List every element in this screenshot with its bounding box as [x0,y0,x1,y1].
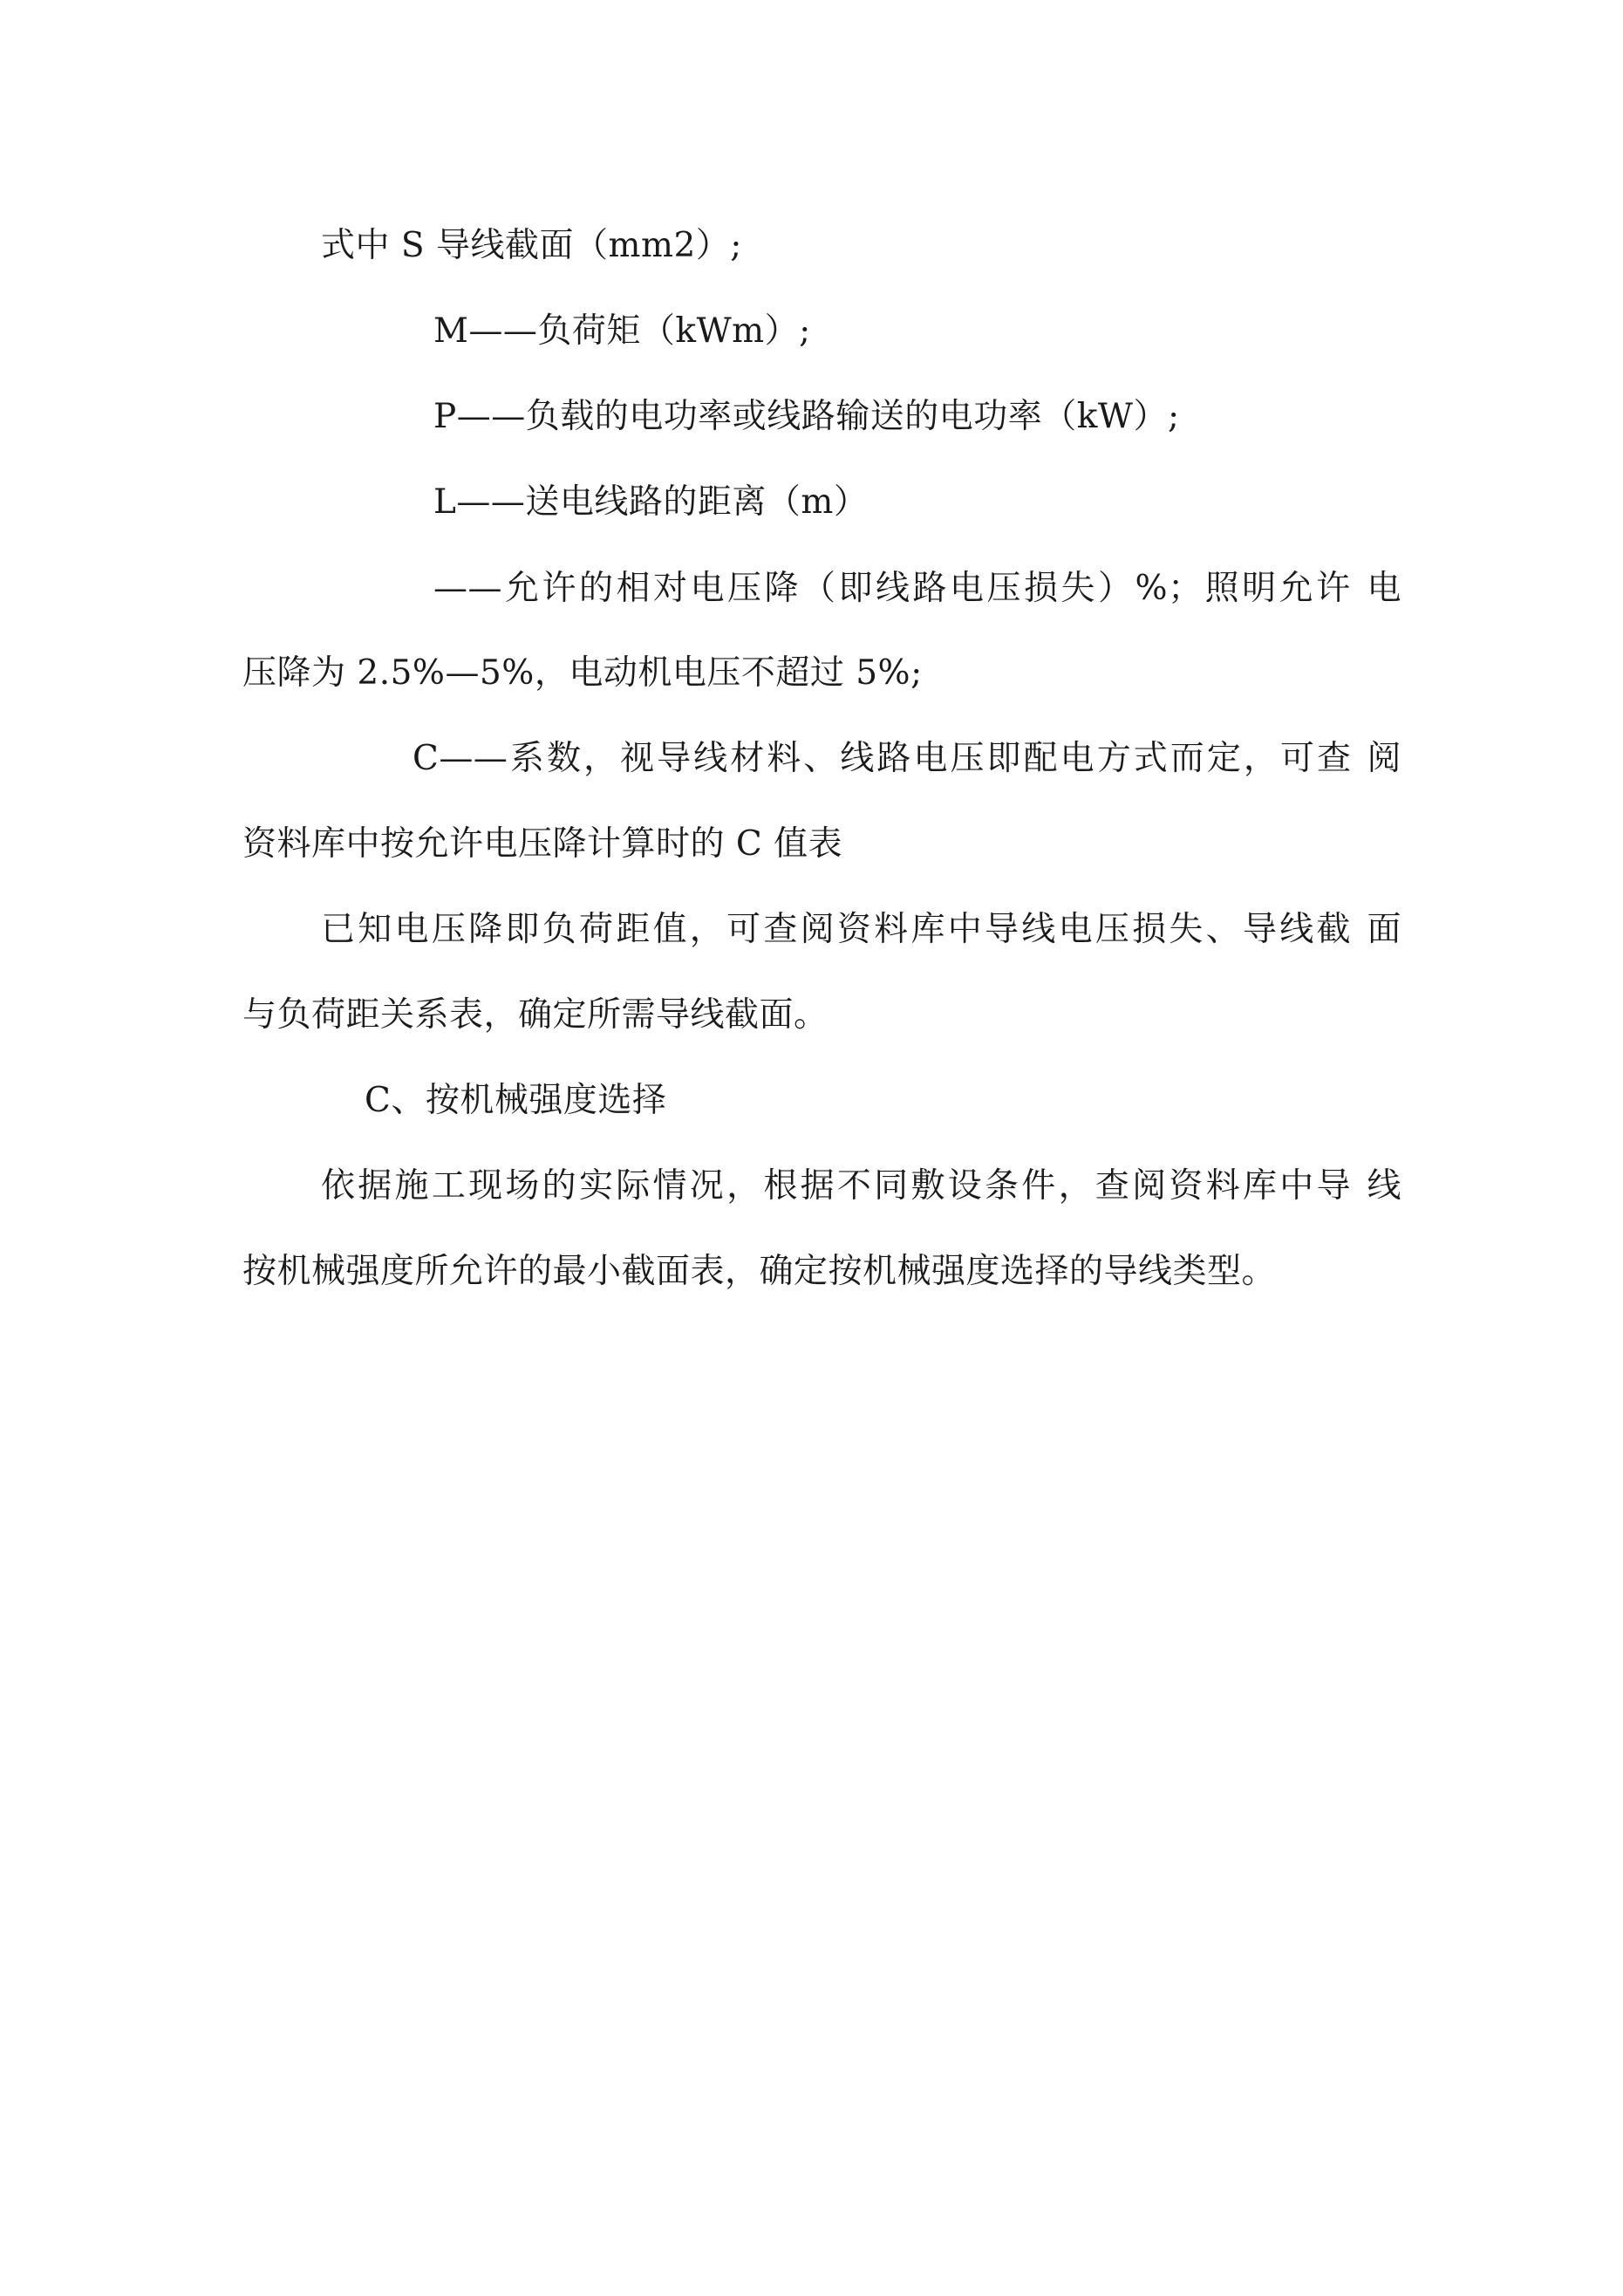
voltage-drop-continued-line: 压降为 2.5%—5%，电动机电压不超过 5%; [242,653,923,693]
formula-definition-line: 式中 S 导线截面（mm2）; [321,226,742,265]
coefficient-c-line: C——系数，视导线材料、线路电压即配电方式而定，可查 阅 [413,739,1401,778]
variable-l-line: L——送电线路的距离（m） [433,482,869,522]
coefficient-c-continued-line: 资料库中按允许电压降计算时的 C 值表 [242,824,843,864]
voltage-drop-line: ——允许的相对电压降（即线路电压损失）%；照明允许 电 [433,569,1401,608]
known-voltage-drop-paragraph: 已知电压降即负荷距值，可查阅资料库中导线电压损失、导线截 面 [321,910,1401,949]
mechanical-strength-continued: 按机械强度所允许的最小截面表，确定按机械强度选择的导线类型。 [242,1252,1277,1291]
mechanical-strength-paragraph: 依据施工现场的实际情况，根据不同敷设条件，查阅资料库中导 线 [321,1166,1401,1206]
section-heading-mechanical-strength: C、按机械强度选择 [365,1081,667,1120]
variable-p-line: P——负载的电功率或线路输送的电功率（kW）; [433,397,1180,436]
known-voltage-drop-continued: 与负荷距关系表，确定所需导线截面。 [242,995,829,1035]
variable-m-line: M——负荷矩（kWm）; [433,311,811,351]
